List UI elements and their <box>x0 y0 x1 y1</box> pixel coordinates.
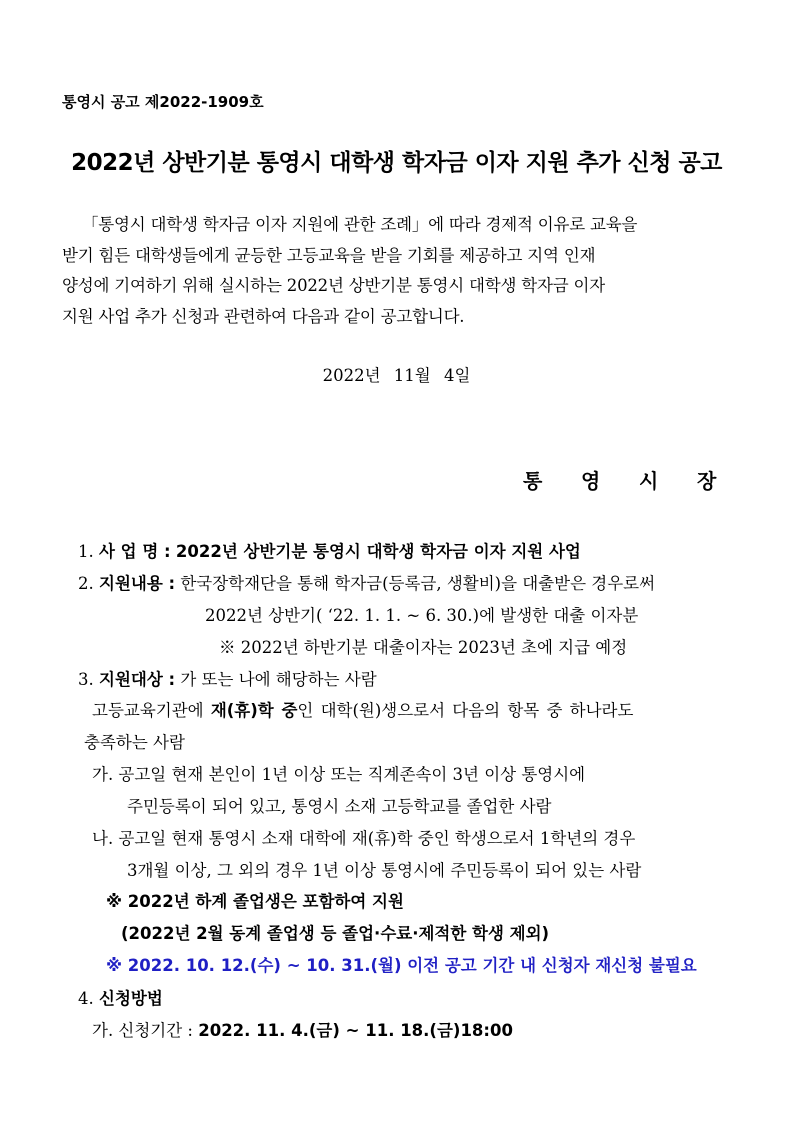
desc-emphasis: 재(휴)학 중 <box>210 701 298 720</box>
desc-text: 고등교육기관에 <box>92 701 211 720</box>
item-3-description <box>92 697 633 721</box>
note-no-reapplication: ※ 2022. 10. 12.(수) ~ 10. 31.(월) 이전 공고 기간 내 신청자 재신청 불필요 <box>106 956 697 975</box>
item-value: 한국장학재단을 통해 학자금(등록금, 생활비)을 대출받은 경우로써 <box>180 574 656 593</box>
issuer-signature <box>523 465 716 494</box>
item-label: 지원내용 : <box>99 574 176 593</box>
item-number: 1. <box>78 542 94 561</box>
item-label: 신청방법 <box>99 989 163 1008</box>
item-3-description-line-2: 충족하는 사람 <box>84 733 185 752</box>
criterion-ga: 가. 공고일 현재 본인이 1년 이상 또는 직계존속이 3년 이상 통영시에 <box>92 765 586 784</box>
item-label: 지원대상 : <box>99 670 176 689</box>
item-3 <box>78 666 377 690</box>
intro-line: 양성에 기여하기 위해 실시하는 2022년 상반기분 통영시 대학생 학자금 이자 <box>62 276 606 295</box>
item-4 <box>78 985 163 1009</box>
issuer-char: 영 <box>581 469 601 493</box>
note-exclusions: (2022년 2월 동계 졸업생 등 졸업·수료·제적한 학생 제외) <box>121 924 550 943</box>
item-number: 3. <box>78 670 94 689</box>
issuer-char: 통 <box>523 469 543 493</box>
intro-line: 「통영시 대학생 학자금 이자 지원에 관한 조례」에 따라 경제적 이유로 교육을 <box>82 215 638 234</box>
issuer-char: 시 <box>639 469 659 493</box>
note-summer-graduates: ※ 2022년 하계 졸업생은 포함하여 지원 <box>106 892 404 911</box>
item-1 <box>78 538 581 562</box>
item-number: 4. <box>78 989 94 1008</box>
criterion-na: 나. 공고일 현재 통영시 소재 대학에 재(휴)학 중인 학생으로서 1학년의 경우 <box>92 829 636 848</box>
item-2-line-2: 2022년 상반기( ‘22. 1. 1. ~ 6. 30.)에 발생한 대출 이자분 <box>205 606 639 625</box>
item-2 <box>78 570 655 594</box>
criterion-na-line-2: 3개월 이상, 그 외의 경우 1년 이상 통영시에 주민등록이 되어 있는 사람 <box>127 861 642 880</box>
intro-line: 지원 사업 추가 신청과 관련하여 다음과 같이 공고합니다. <box>62 306 465 326</box>
period-label: 가. 신청기간 : <box>92 1021 199 1040</box>
desc-text: 인 대학(원)생으로서 다음의 항목 중 하나라도 <box>297 701 634 720</box>
intro-line: 받기 힘든 대학생들에게 균등한 고등교육을 받을 기회를 제공하고 지역 인재 <box>62 245 596 265</box>
item-value: 2022년 상반기분 통영시 대학생 학자금 이자 지원 사업 <box>175 542 581 561</box>
document-title: 2022년 상반기분 통영시 대학생 학자금 이자 지원 추가 신청 공고 <box>71 150 722 176</box>
intro-paragraph <box>62 210 738 332</box>
item-2-note: ※ 2022년 하반기분 대출이자는 2023년 초에 지급 예정 <box>219 638 628 657</box>
application-period <box>92 1017 513 1041</box>
item-label: 사 업 명 : <box>99 542 171 561</box>
criterion-ga-line-2: 주민등록이 되어 있고, 통영시 소재 고등학교를 졸업한 사람 <box>127 797 552 816</box>
issuer-char: 장 <box>697 469 717 493</box>
period-value: 2022. 11. 4.(금) ~ 11. 18.(금)18:00 <box>198 1021 513 1040</box>
notice-number: 통영시 공고 제2022-1909호 <box>62 93 264 111</box>
notice-date: 2022년 11월 4일 <box>322 366 471 385</box>
item-value: 가 또는 나에 해당하는 사람 <box>180 670 377 689</box>
item-number: 2. <box>78 574 94 593</box>
